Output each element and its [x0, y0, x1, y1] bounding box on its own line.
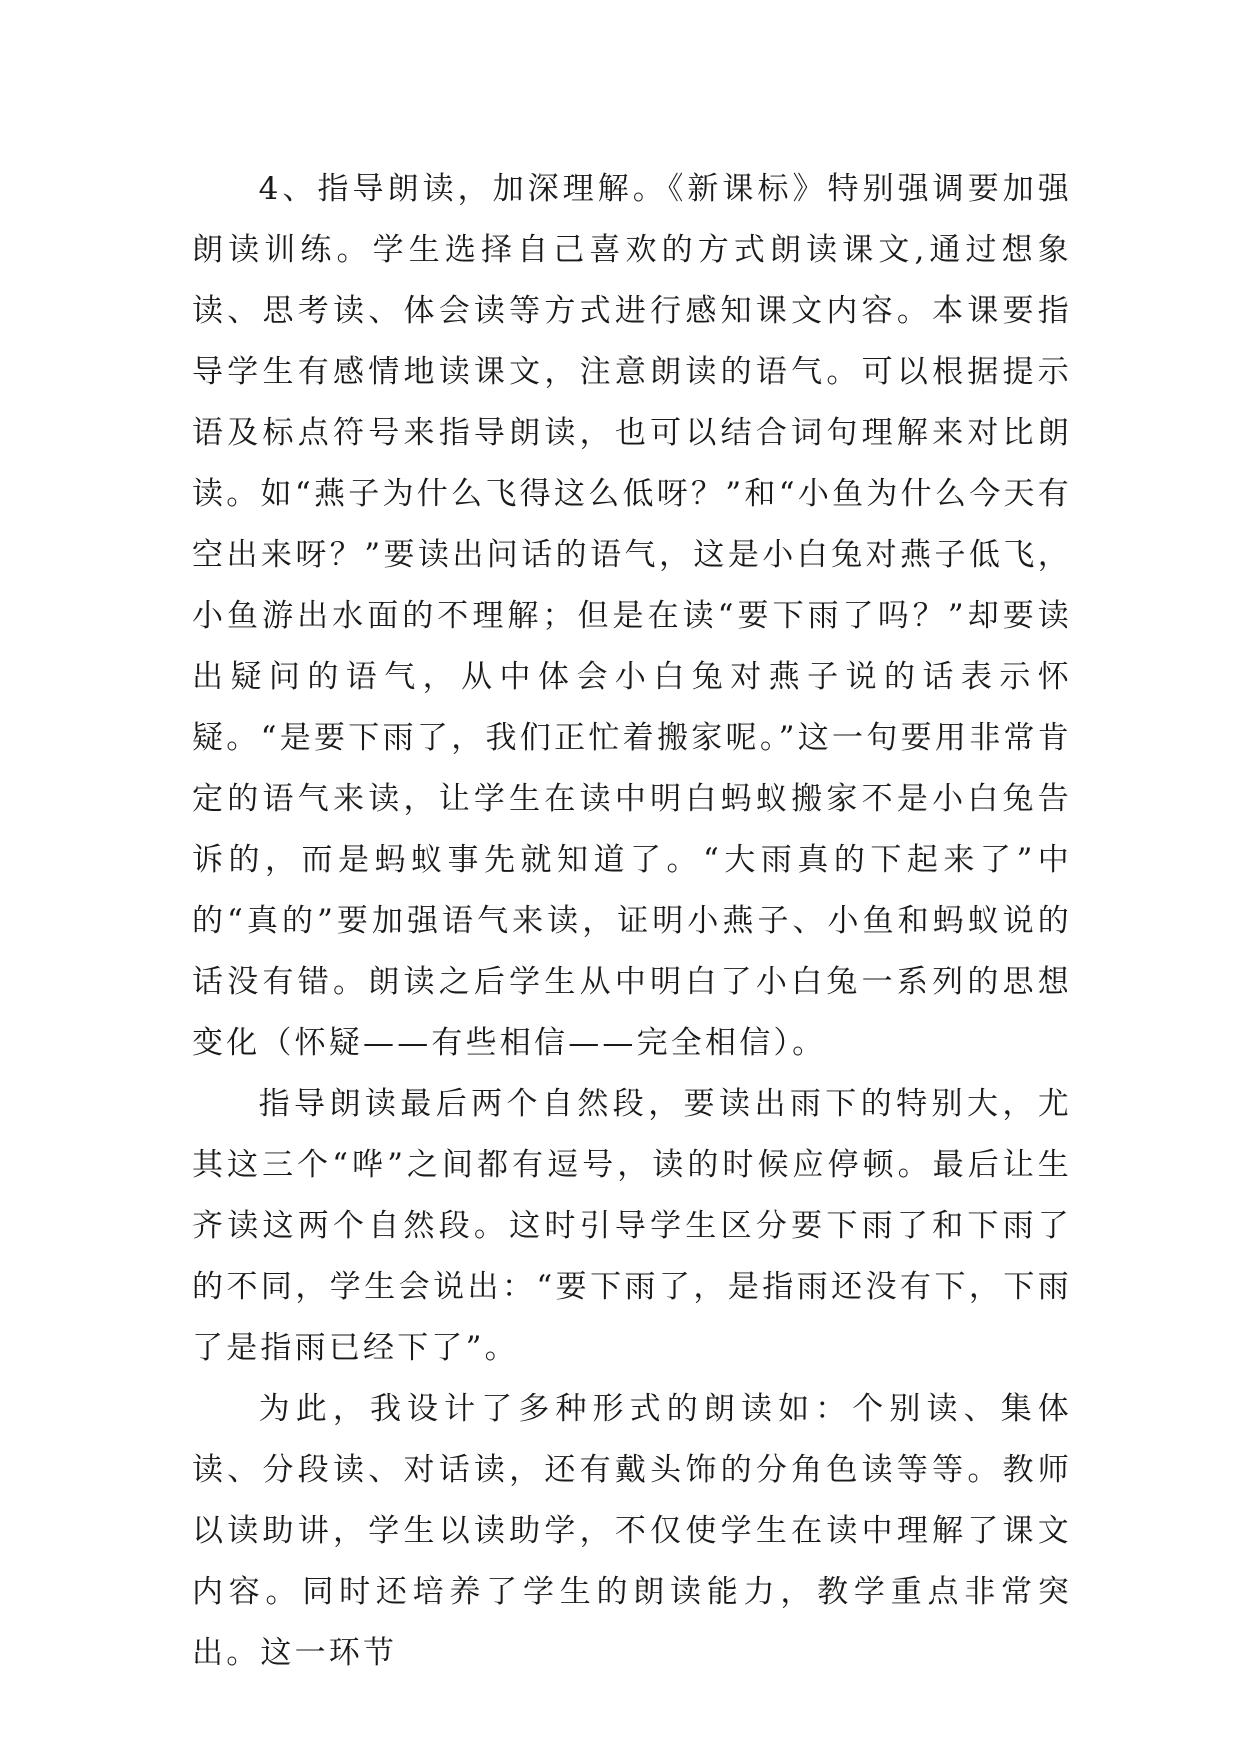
paragraph-last-two-sections: 指导朗读最后两个自然段，要读出雨下的特别大，尤其这三个“哗”之间都有逗号，读的时候应停顿。最后让生齐读这两个自然段。这时引导学生区分要下雨了和下雨了的不同，学生会说出：“要下雨了，是指雨还没有下，下雨了是指雨已经下了”。	[192, 1086, 1072, 1366]
paragraph-reading-forms: 为此，我设计了多种形式的朗读如：个别读、集体读、分段读、对话读，还有戴头饰的分角色读等等。教师以读助讲，学生以读助学，不仅使学生在读中理解了课文内容。同时还培养了学生的朗读能力，教学重点非常突出。这一环节	[192, 1391, 1072, 1671]
document-body	[192, 159, 1072, 1684]
paragraph-reading-guidance: 4、指导朗读，加深理解。《新课标》特别强调要加强朗读训练。学生选择自己喜欢的方式朗读课文,通过想象读、思考读、体会读等方式进行感知课文内容。本课要指导学生有感情地读课文，注意朗读的语气。可以根据提示语及标点符号来指导朗读，也可以结合词句理解来对比朗读。如“燕子为什么飞得这么低呀？”和“小鱼为什么今天有空出来呀？”要读出问话的语气，这是小白兔对燕子低飞，小鱼游出水面的不理解；但是在读“要下雨了吗？”却要读出疑问的语气，从中体会小白兔对燕子说的话表示怀疑。“是要下雨了，我们正忙着搬家呢。”这一句要用非常肯定的语气来读，让学生在读中明白蚂蚁搬家不是小白兔告诉的，而是蚂蚁事先就知道了。“大雨真的下起来了”中的“真的”要加强语气来读，证明小燕子、小鱼和蚂蚁说的话没有错。朗读之后学生从中明白了小白兔一系列的思想变化（怀疑——有些相信——完全相信）。	[192, 171, 1072, 1061]
